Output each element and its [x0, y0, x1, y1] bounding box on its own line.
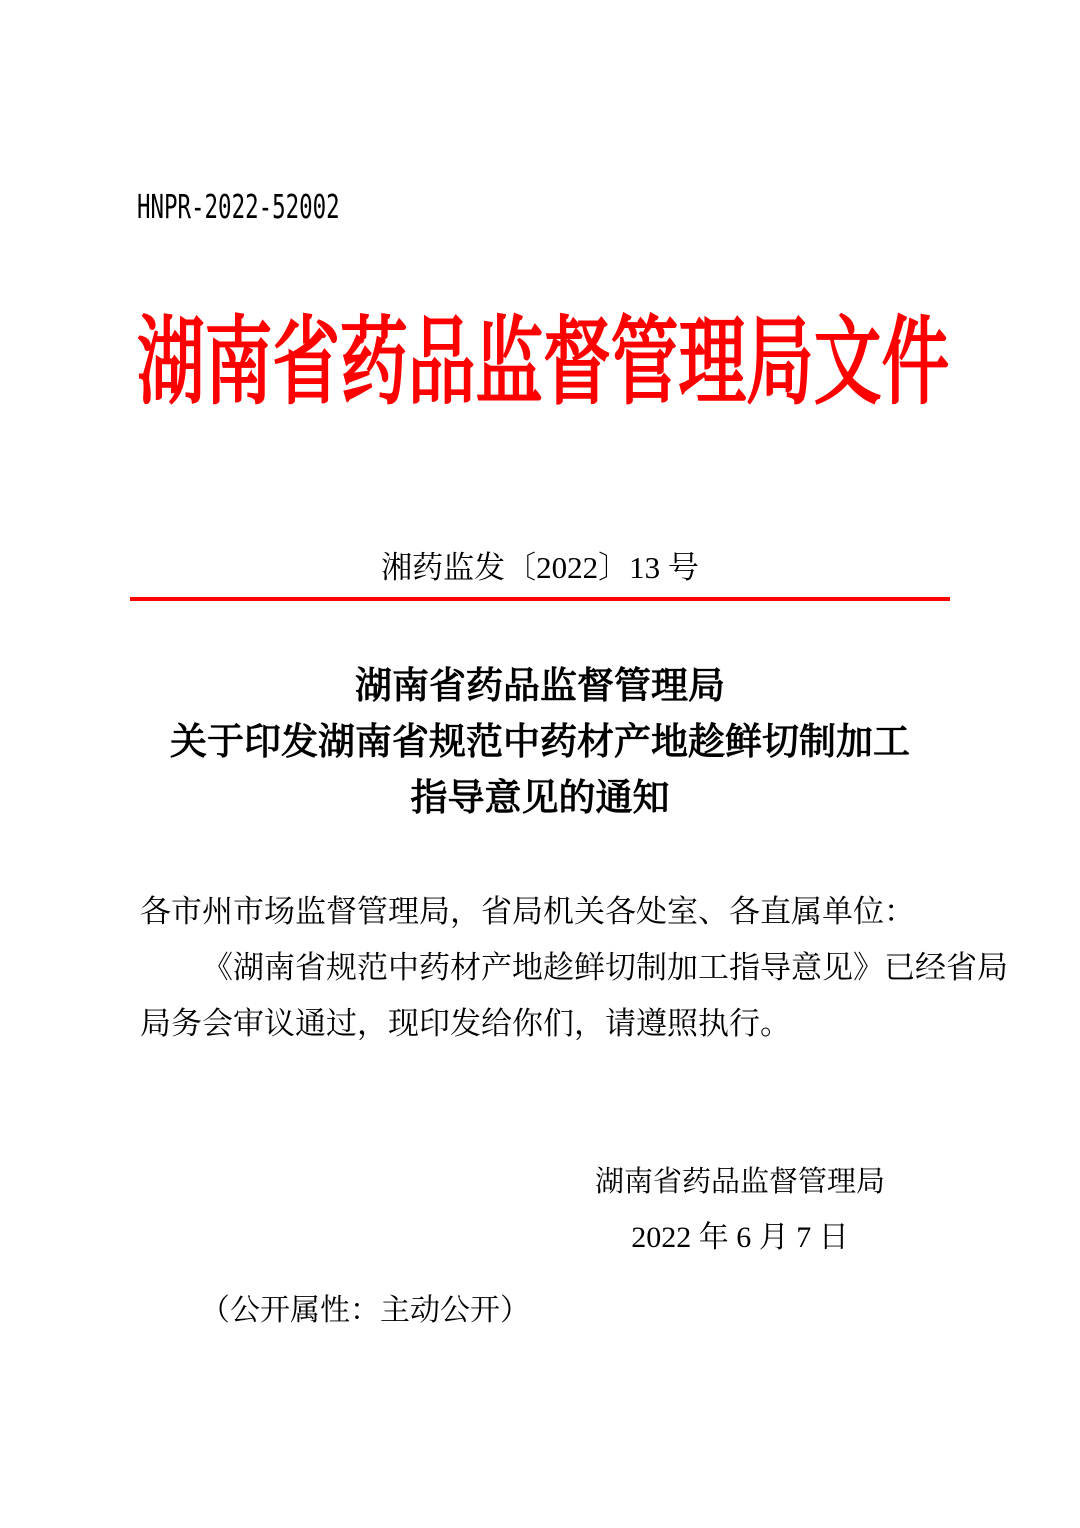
- disclosure-attribute-note: （公开属性：主动公开）: [200, 1294, 530, 1327]
- document-number: 湘药监发〔2022〕13 号: [381, 550, 699, 585]
- body-paragraph-line-1: 《湖南省规范中药材产地趁鲜切制加工指导意见》已经省局: [202, 950, 1008, 985]
- document-title-line-1: 湖南省药品监督管理局: [355, 665, 725, 706]
- red-divider-rule: [130, 597, 950, 601]
- signature-date: 2022 年 6 月 7 日: [631, 1221, 849, 1254]
- document-body: [140, 884, 1008, 1052]
- document-reference-code: HNPR-2022-52002: [137, 187, 340, 226]
- salutation-line: 各市州市场监督管理局，省局机关各处室、各直属单位：: [140, 894, 915, 929]
- document-title-line-3: 指导意见的通知: [410, 777, 670, 818]
- signature-issuer: 湖南省药品监督管理局: [594, 1166, 885, 1198]
- document-title-line-2: 关于印发湖南省规范中药材产地趁鲜切制加工: [170, 721, 910, 762]
- document-title: [0, 658, 1080, 826]
- signature-block: [558, 1155, 922, 1265]
- red-letterhead-title: 湖南省药品监督管理局文件: [137, 309, 950, 416]
- body-paragraph-line-2: 局务会审议通过，现印发给你们，请遵照执行。: [140, 1006, 791, 1041]
